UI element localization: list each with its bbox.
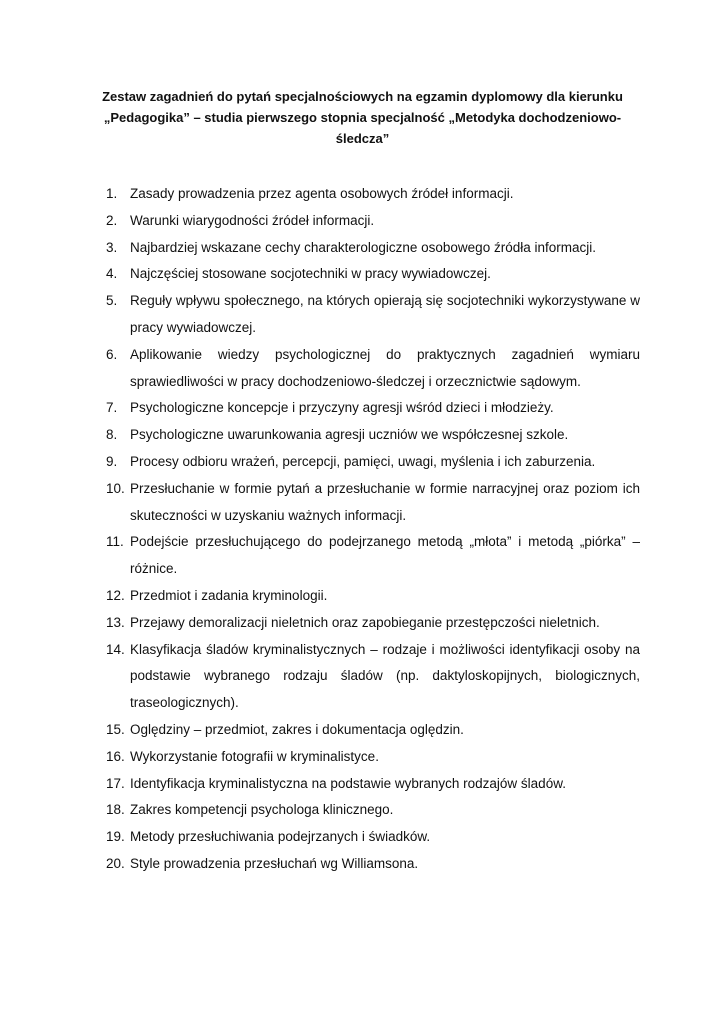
item-text: Wykorzystanie fotografii w kryminalistyce. (130, 748, 379, 764)
list-item (106, 342, 640, 396)
list-item (106, 449, 640, 476)
list-item (106, 824, 640, 851)
item-number: 8. (106, 427, 118, 443)
item-text: Zasady prowadzenia przez agenta osobowych źródeł informacji. (130, 186, 514, 201)
item-text: Aplikowanie wiedzy psychologicznej do praktycznych zagadnień wymiaru sprawiedliwości w pracy dochodzeniowo-śledczej i orzecznictwie sądowym. (130, 346, 640, 389)
item-text: Metody przesłuchiwania podejrzanych i świadków. (130, 829, 431, 845)
item-text: Procesy odbioru wrażeń, percepcji, pamięci, uwagi, myślenia i ich zaburzenia. (130, 453, 596, 469)
item-number: 20. (106, 855, 125, 871)
list-item (106, 637, 640, 717)
item-text: Identyfikacja kryminalistyczna na podstawie wybranych rodzajów śladów. (130, 775, 566, 791)
item-number: 13. (106, 614, 125, 630)
list-item (106, 851, 640, 878)
question-list (106, 181, 640, 878)
item-number: 18. (106, 802, 125, 818)
item-number: 1. (106, 186, 118, 201)
list-item (106, 261, 640, 288)
item-number: 17. (106, 775, 125, 791)
title-line-2: „Pedagogika” – studia pierwszego stopnia specjalność „Metodyka dochodzeniowo- (103, 110, 622, 125)
item-text: Oględziny – przedmiot, zakres i dokumentacja oględzin. (130, 721, 464, 737)
title-line-1: Zestaw zagadnień do pytań specjalnościowych na egzamin dyplomowy dla kierunku (102, 89, 623, 104)
list-item (106, 235, 640, 262)
item-text: Podejście przesłuchującego do podejrzanego metodą „młota” i metodą „piórka” – różnice. (130, 534, 640, 577)
item-text: Klasyfikacja śladów kryminalistycznych – rodzaje i możliwości identyfikacji osoby na podstawie wybranego rodzaju śladów (np. daktyloskopijnych, biologicznych, traseologicznych). (130, 641, 640, 711)
list-item (106, 529, 640, 583)
item-number: 9. (106, 453, 118, 469)
list-item (106, 422, 640, 449)
item-number: 12. (106, 587, 125, 603)
item-number: 14. (106, 641, 125, 657)
item-number: 2. (106, 212, 118, 228)
item-text: Warunki wiarygodności źródeł informacji. (130, 212, 375, 228)
item-text: Najbardziej wskazane cechy charakterologiczne osobowego źródła informacji. (130, 239, 596, 255)
item-number: 16. (106, 748, 125, 764)
list-item (106, 208, 640, 235)
item-number: 19. (106, 829, 125, 845)
item-number: 7. (106, 400, 118, 416)
item-text: Psychologiczne uwarunkowania agresji uczniów we współczesnej szkole. (130, 427, 569, 443)
item-number: 3. (106, 239, 118, 255)
item-text: Style prowadzenia przesłuchań wg Williamsona. (130, 855, 419, 871)
title-line-3: śledcza” (335, 131, 390, 146)
item-text: Przejawy demoralizacji nieletnich oraz zapobieganie przestępczości nieletnich. (130, 614, 600, 630)
item-number: 15. (106, 721, 125, 737)
list-item (106, 288, 640, 342)
document-title (100, 86, 625, 149)
item-text: Psychologiczne koncepcje i przyczyny agresji wśród dzieci i młodzieży. (130, 400, 554, 416)
item-text: Przedmiot i zadania kryminologii. (130, 587, 328, 603)
item-text: Reguły wpływu społecznego, na których opierają się socjotechniki wykorzystywane w pracy wywiadowczej. (130, 293, 640, 335)
list-item (106, 583, 640, 610)
list-item (106, 181, 640, 208)
list-item (106, 744, 640, 771)
item-number: 11. (106, 534, 124, 550)
item-text: Przesłuchanie w formie pytań a przesłuchanie w formie narracyjnej oraz poziom ich skuteczności w uzyskaniu ważnych informacji. (130, 480, 640, 523)
item-text: Zakres kompetencji psychologa klinicznego. (130, 802, 394, 818)
item-number: 5. (106, 293, 118, 309)
item-number: 10. (106, 480, 125, 496)
item-number: 4. (106, 266, 118, 282)
item-text: Najczęściej stosowane socjotechniki w pracy wywiadowczej. (130, 266, 491, 282)
item-number: 6. (106, 346, 118, 362)
list-item (106, 771, 640, 798)
list-item (106, 610, 640, 637)
list-item (106, 476, 640, 530)
list-item (106, 395, 640, 422)
list-item (106, 797, 640, 824)
list-item (106, 717, 640, 744)
